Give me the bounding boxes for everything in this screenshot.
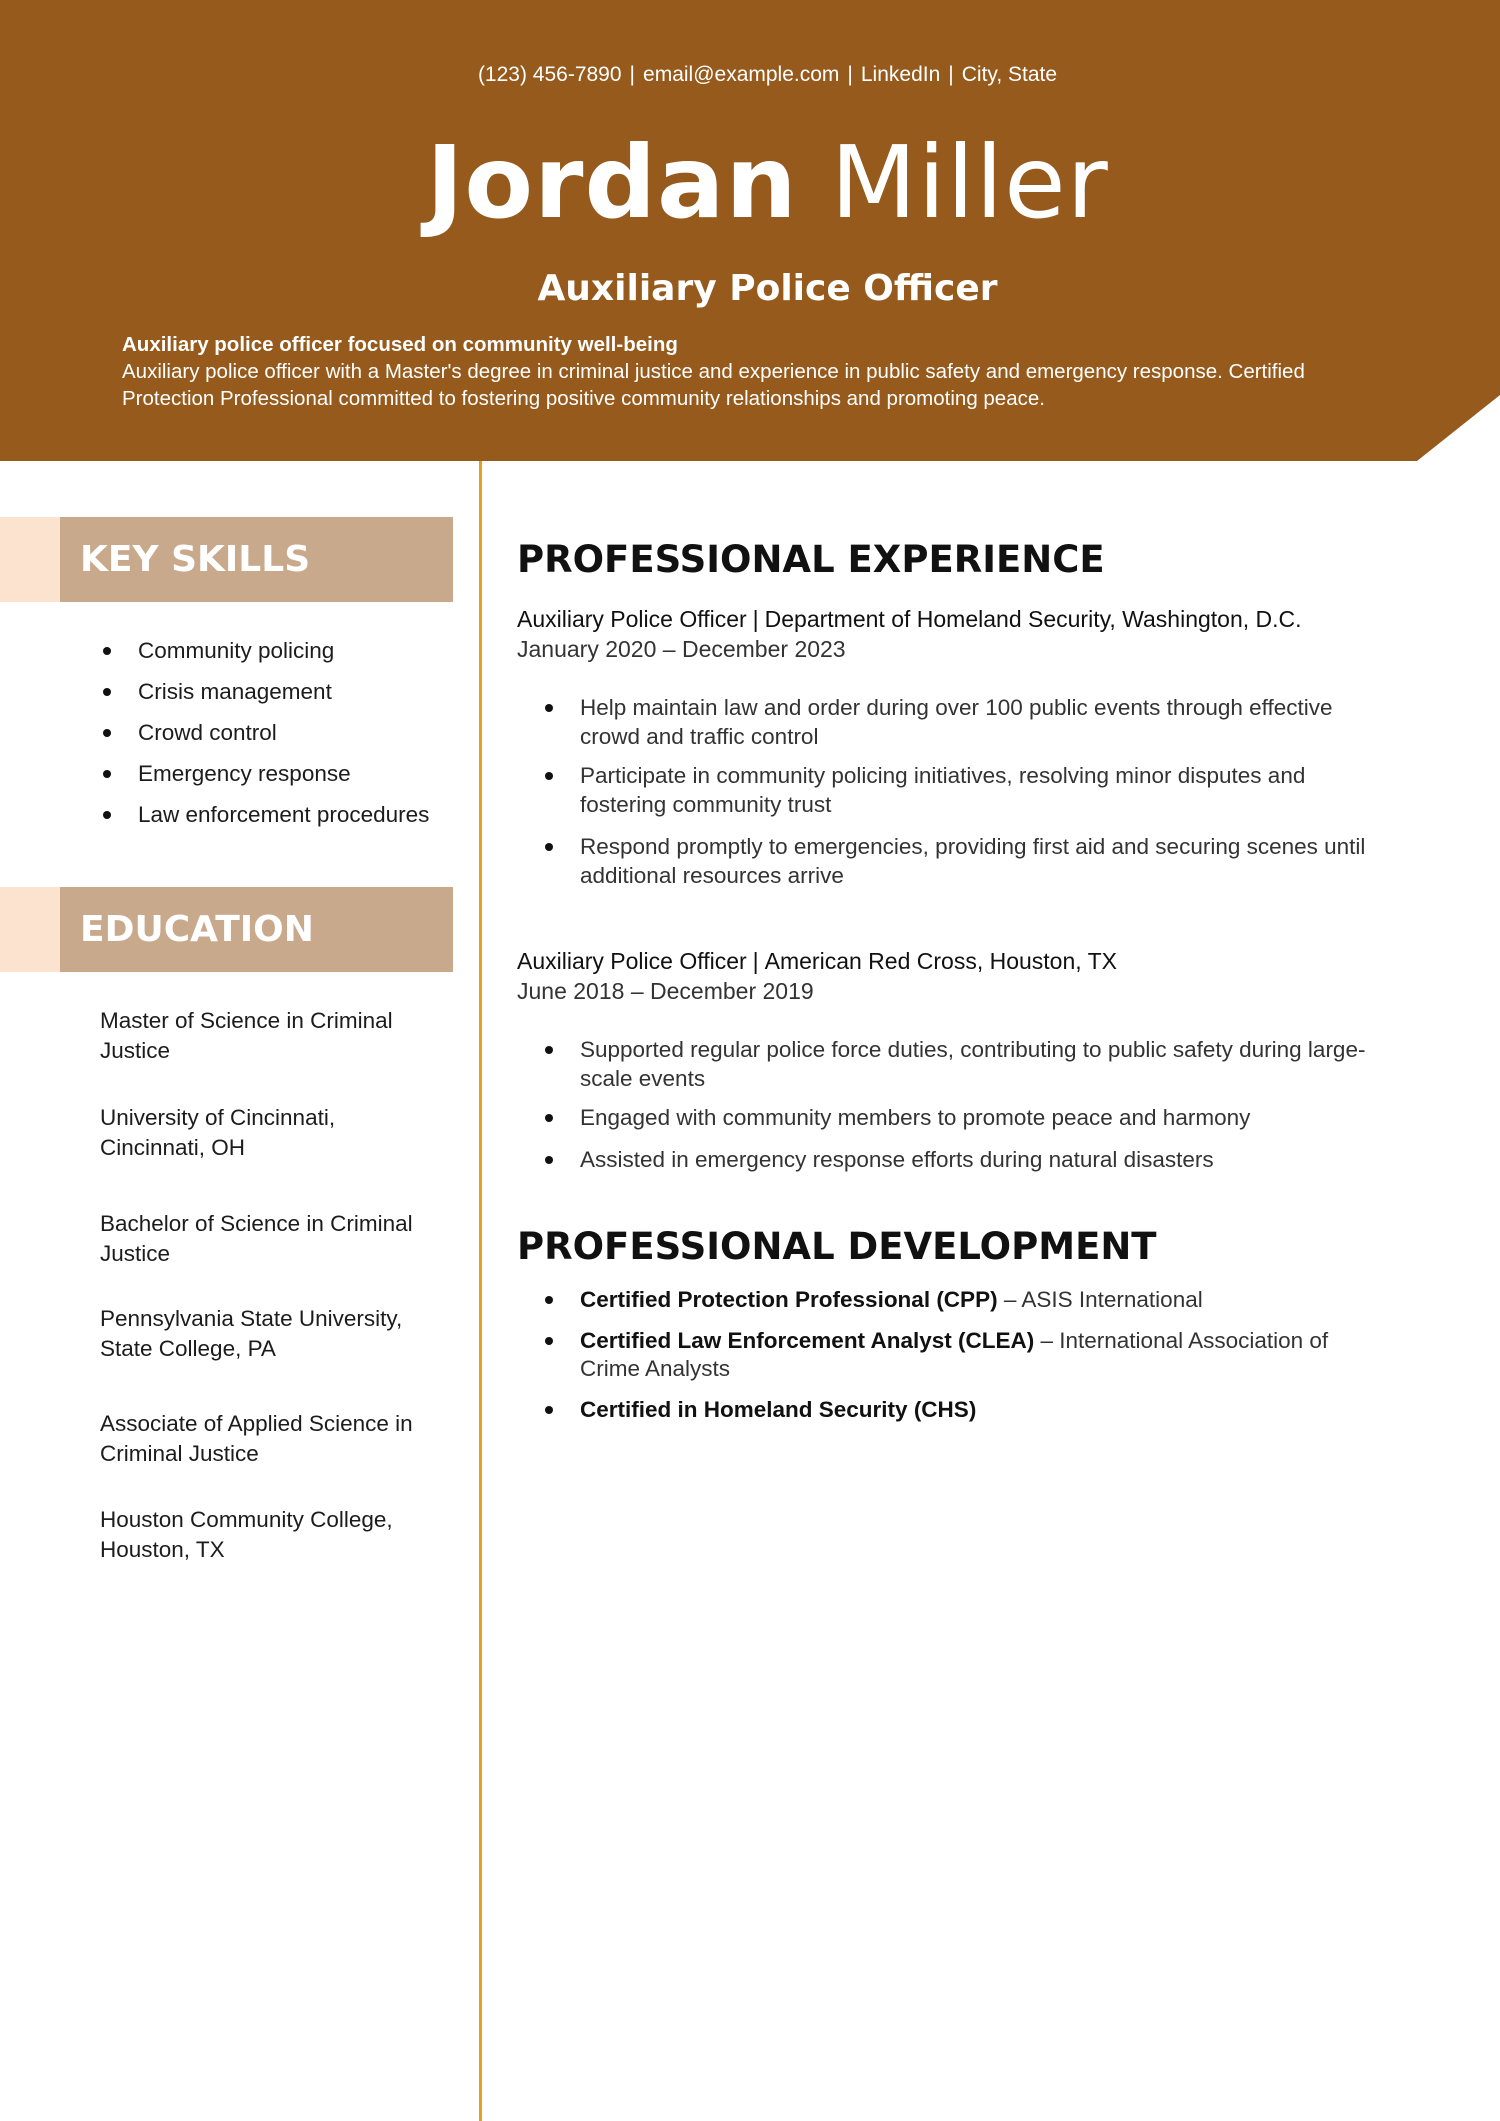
school-line: Pennsylvania State University, [100,1306,403,1331]
summary-text-line: Protection Professional committed to fostering positive community relationships and promoting peace. [122,387,1045,410]
job-org: American Red Cross, Houston, TX [764,948,1118,974]
education-degree [100,1209,450,1269]
contact-linkedin[interactable]: LinkedIn [860,63,941,86]
list-item: Emergency response [100,759,429,800]
job-dates: January 2020 – December 2023 [517,636,846,662]
job-header [517,946,1117,976]
job-separator: | [752,948,759,974]
list-item: Crisis management [100,677,429,718]
skills-heading: KEY SKILLS [80,539,311,580]
list-item [543,1104,1463,1133]
education-degree [100,1409,450,1469]
summary [122,331,1422,412]
education-school [100,1505,450,1565]
experience-heading: PROFESSIONAL EXPERIENCE [517,538,1105,581]
degree-line: Justice [100,1038,171,1063]
cert-name: Certified in Homeland Security (CHS) [580,1396,977,1422]
job-dates: June 2018 – December 2019 [517,978,814,1004]
education-school [100,1304,450,1364]
list-item: Law enforcement procedures [100,800,429,841]
cert-org: – ASIS International [997,1287,1203,1312]
cert-name: Certified Law Enforcement Analyst (CLEA) [580,1327,1035,1353]
skills-list [100,636,429,841]
job-bullets [543,1036,1463,1174]
contact-email[interactable]: email@example.com [643,63,840,86]
job-title: Auxiliary Police Officer [537,268,998,309]
bullet-line: Respond promptly to emergencies, providing first aid and securing scenes until [580,834,1366,859]
degree-line: Bachelor of Science in Criminal [100,1211,413,1236]
heading-tab [0,517,60,602]
bullet-line: Participate in community policing initiatives, resolving minor disputes and [580,763,1306,788]
list-item [543,833,1463,890]
education-degree [100,1006,450,1066]
list-item [543,762,1463,819]
development-heading: PROFESSIONAL DEVELOPMENT [517,1225,1157,1268]
resume-header [0,0,1500,461]
cert-org: – International Association of [1034,1327,1329,1353]
candidate-name [0,124,1500,241]
contact-phone: (123) 456-7890 [477,63,622,86]
list-item [543,1286,1463,1315]
contact-separator: | [948,63,954,86]
school-line: Cincinnati, OH [100,1135,246,1160]
heading-tab [0,887,60,972]
list-item [543,694,1463,751]
contact-line [0,63,1500,87]
certifications-list [543,1286,1463,1424]
contact-separator: | [629,63,636,86]
bullet-line: additional resources arrive [580,862,844,888]
summary-headline: Auxiliary police officer focused on community well-being [122,333,678,356]
degree-line: Justice [100,1241,171,1266]
bullet-line: Assisted in emergency response efforts during natural disasters [580,1146,1214,1172]
degree-line: Master of Science in Criminal [100,1008,393,1033]
column-divider [479,461,482,2121]
contact-location: City, State [961,63,1058,86]
summary-text-line: Auxiliary police officer with a Master's degree in criminal justice and experience in public safety and emergency response. Certified [122,360,1305,383]
bullet-line: crowd and traffic control [580,723,819,749]
school-line: University of Cincinnati, [100,1105,336,1130]
school-line: Houston, TX [100,1537,225,1562]
header-corner-cut [1417,395,1500,461]
first-name: Jordan [426,124,798,241]
skills-heading-bar [0,517,453,602]
bullet-line: scale events [580,1065,706,1091]
school-line: Houston Community College, [100,1507,393,1532]
contact-separator: | [847,63,853,86]
education-school [100,1103,450,1163]
list-item: Crowd control [100,718,429,759]
bullet-line: Engaged with community members to promote peace and harmony [580,1105,1251,1130]
job-org: Department of Homeland Security, Washington, D.C. [764,606,1302,632]
bullet-line: Supported regular police force duties, contributing to public safety during large- [580,1037,1366,1062]
bullet-line: Help maintain law and order during over 100 public events through effective [580,695,1333,720]
list-item [543,1396,1463,1425]
list-item [543,1327,1463,1384]
job-header [517,604,1302,634]
job-role: Auxiliary Police Officer [517,948,747,974]
list-item: Community policing [100,636,429,677]
degree-line: Associate of Applied Science in [100,1411,413,1436]
cert-org-line: Crime Analysts [580,1356,731,1381]
job-role: Auxiliary Police Officer [517,606,747,632]
school-line: State College, PA [100,1336,276,1361]
education-heading: EDUCATION [80,909,314,950]
job-bullets [543,694,1463,890]
degree-line: Criminal Justice [100,1441,259,1466]
list-item [543,1146,1463,1175]
cert-name: Certified Protection Professional (CPP) [580,1287,998,1312]
job-separator: | [752,606,759,632]
bullet-line: fostering community trust [580,791,832,817]
education-heading-bar [0,887,453,972]
last-name: Miller [830,124,1109,241]
list-item [543,1036,1463,1093]
